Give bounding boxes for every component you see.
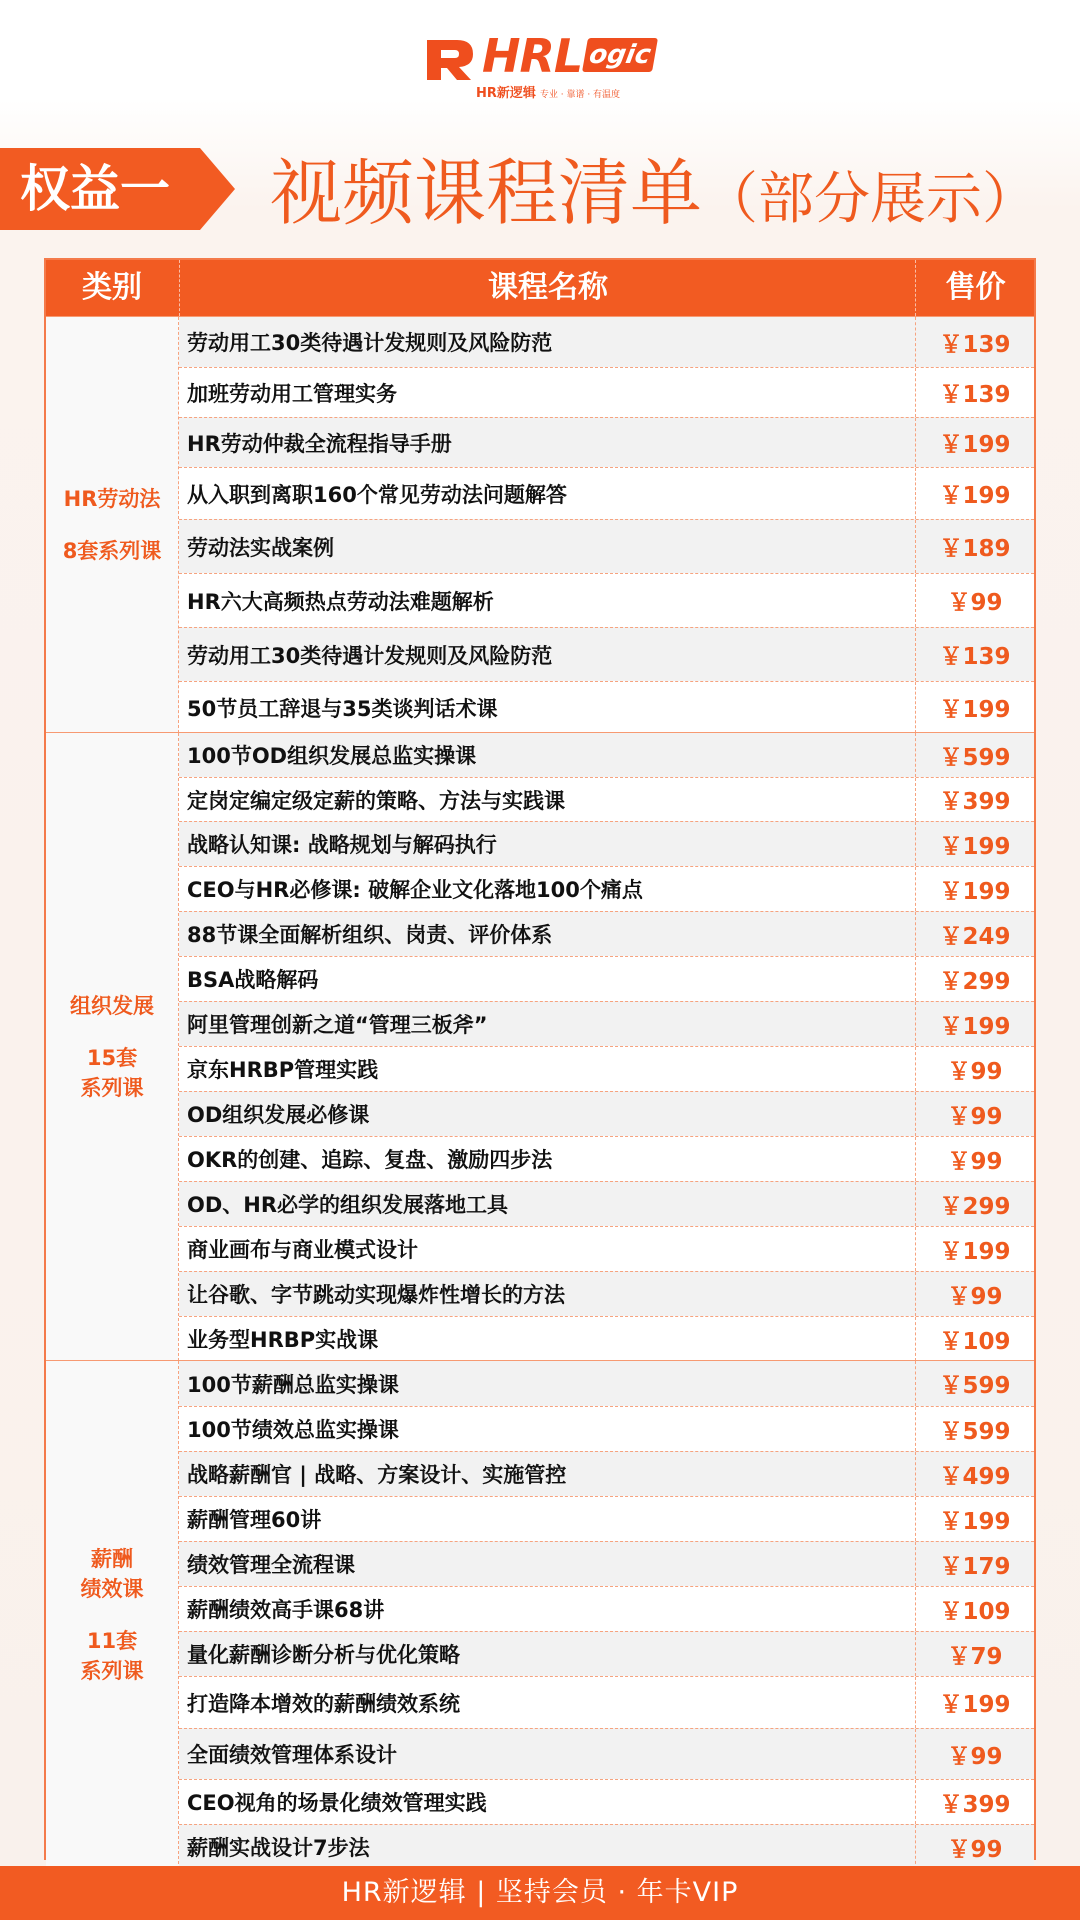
course-name: 战略薪酬官 | 战略、方案设计、实施管控 [187, 1463, 567, 1487]
table-row [179, 777, 1034, 821]
table-row [179, 519, 1034, 573]
course-name: 100节绩效总监实操课 [187, 1418, 399, 1442]
course-price: ￥199 [915, 1677, 1034, 1728]
table-row [179, 681, 1034, 733]
course-price: ￥189 [915, 520, 1034, 573]
course-price: ￥499 [915, 1452, 1034, 1496]
category-label: 组织发展 [70, 994, 154, 1018]
category-group [46, 1360, 1034, 1869]
table-row [179, 1451, 1034, 1496]
table-row [179, 1001, 1034, 1046]
course-name: 加班劳动用工管理实务 [187, 381, 397, 406]
course-price: ￥139 [915, 368, 1034, 417]
course-name: 量化薪酬诊断分析与优化策略 [187, 1643, 460, 1667]
page-title-main: 视频课程清单 [270, 151, 703, 235]
course-price: ￥109 [915, 1587, 1034, 1631]
course-name: 绩效管理全流程课 [187, 1553, 355, 1577]
course-name: 京东HRBP管理实践 [187, 1058, 379, 1082]
course-price: ￥199 [915, 1497, 1034, 1541]
category-label: 绩效课 [80, 1577, 144, 1601]
category-label: 系列课 [80, 1659, 144, 1683]
course-price: ￥179 [915, 1542, 1034, 1586]
table-row [179, 1631, 1034, 1676]
course-name: OD组织发展必修课 [187, 1103, 370, 1127]
course-name: 100节OD组织发展总监实操课 [187, 744, 477, 768]
course-price: ￥99 [915, 1825, 1034, 1869]
course-price: ￥599 [915, 733, 1034, 777]
table-row [179, 1586, 1034, 1631]
logo-tagline: 专业 · 靠谱 · 有温度 [539, 90, 621, 100]
brand-logo [0, 30, 1080, 110]
course-name: 让谷歌、字节跳动实现爆炸性增长的方法 [187, 1283, 565, 1307]
column-header-category: 类别 [82, 270, 142, 305]
course-price: ￥599 [915, 1407, 1034, 1451]
table-row [179, 1541, 1034, 1586]
course-price: ￥99 [915, 1137, 1034, 1181]
course-price: ￥139 [915, 628, 1034, 681]
course-price: ￥199 [915, 1002, 1034, 1046]
table-row [179, 317, 1034, 367]
course-name: CEO视角的场景化绩效管理实践 [187, 1791, 487, 1815]
logo-sub-cn: HR新逻辑 [476, 86, 536, 101]
course-name: OD、HR必学的组织发展落地工具 [187, 1193, 509, 1217]
table-row [179, 911, 1034, 956]
course-price: ￥99 [915, 1092, 1034, 1136]
course-name: 劳动用工30类待遇计发规则及风险防范 [187, 331, 553, 355]
category-group [46, 316, 1034, 733]
course-price: ￥99 [915, 1272, 1034, 1316]
course-price: ￥299 [915, 957, 1034, 1001]
page-title-suffix: （部分展示） [702, 167, 1039, 232]
course-name: HR六大高频热点劳动法难题解析 [187, 589, 494, 614]
course-price: ￥109 [915, 1317, 1034, 1361]
table-row [179, 1728, 1034, 1779]
course-price: ￥199 [915, 867, 1034, 911]
logo-mark-icon [423, 36, 479, 82]
table-row [179, 1271, 1034, 1316]
course-price: ￥199 [915, 468, 1034, 519]
table-row [179, 1361, 1034, 1406]
course-name: 100节薪酬总监实操课 [187, 1372, 399, 1397]
course-name: 劳动法实战案例 [187, 535, 334, 560]
course-price: ￥199 [915, 1227, 1034, 1271]
course-price: ￥199 [915, 682, 1034, 733]
table-row [179, 1136, 1034, 1181]
column-header-price: 售价 [915, 260, 1035, 316]
category-group [46, 732, 1034, 1361]
header-badge-label: 权益一 [20, 160, 170, 218]
logo-subtitle [476, 82, 620, 101]
table-row [179, 1181, 1034, 1226]
course-price: ￥599 [915, 1361, 1034, 1406]
course-price: ￥79 [915, 1632, 1034, 1676]
course-name: 阿里管理创新之道“管理三板斧” [187, 1013, 488, 1037]
category-label: 8套系列课 [62, 539, 162, 563]
table-header [46, 260, 1034, 316]
course-price: ￥199 [915, 822, 1034, 866]
table-row [179, 627, 1034, 681]
course-name: 劳动用工30类待遇计发规则及风险防范 [187, 643, 553, 668]
course-name: BSA战略解码 [187, 968, 319, 992]
course-price: ￥399 [915, 1780, 1034, 1824]
course-name: 战略认知课: 战略规划与解码执行 [187, 833, 497, 857]
table-row [179, 1676, 1034, 1728]
course-price: ￥249 [915, 912, 1034, 956]
course-name: 薪酬绩效高手课68讲 [187, 1598, 385, 1622]
footer-bar: HR新逻辑 | 坚持会员 · 年卡VIP [0, 1866, 1080, 1920]
category-cell [46, 1361, 179, 1869]
course-name: 从入职到离职160个常见劳动法问题解答 [187, 482, 567, 507]
table-row [179, 1824, 1034, 1869]
table-row [179, 1406, 1034, 1451]
category-cell [46, 733, 179, 1361]
course-name: 商业画布与商业模式设计 [187, 1238, 418, 1262]
page-title [270, 148, 1038, 238]
table-row [179, 956, 1034, 1001]
course-price: ￥99 [915, 1047, 1034, 1091]
course-name: 50节员工辞退与35类谈判话术课 [187, 696, 498, 721]
table-row [179, 1779, 1034, 1824]
table-row [179, 1226, 1034, 1271]
course-price: ￥99 [915, 574, 1034, 627]
table-row [179, 1046, 1034, 1091]
course-name: 薪酬管理60讲 [187, 1508, 322, 1532]
course-price: ￥399 [915, 778, 1034, 821]
column-header-course-name: 课程名称 [179, 260, 916, 316]
category-label: 15套 [86, 1046, 138, 1070]
course-name: 全面绩效管理体系设计 [187, 1743, 397, 1767]
course-price: ￥139 [915, 317, 1034, 367]
category-cell [46, 317, 179, 733]
table-row [179, 821, 1034, 866]
course-table [44, 258, 1036, 1863]
course-name: 定岗定编定级定薪的策略、方法与实践课 [187, 788, 565, 813]
course-name: OKR的创建、追踪、复盘、激励四步法 [187, 1148, 553, 1172]
table-row [179, 733, 1034, 777]
course-price: ￥199 [915, 418, 1034, 467]
course-name: HR劳动仲裁全流程指导手册 [187, 431, 452, 456]
category-label: 11套 [86, 1629, 138, 1653]
table-row [179, 1496, 1034, 1541]
category-label: HR劳动法 [63, 487, 161, 511]
course-price: ￥299 [915, 1182, 1034, 1226]
course-name: 88节课全面解析组织、岗责、评价体系 [187, 923, 553, 947]
logo-tm: ogic [582, 38, 658, 72]
course-name: 打造降本增效的薪酬绩效系统 [187, 1691, 460, 1716]
table-row [179, 417, 1034, 467]
table-row [179, 1316, 1034, 1361]
table-row [179, 367, 1034, 417]
course-name: 业务型HRBP实战课 [187, 1328, 379, 1352]
table-row [179, 573, 1034, 627]
table-row [179, 1091, 1034, 1136]
logo-text: HRL [482, 29, 583, 83]
category-label: 系列课 [80, 1076, 144, 1100]
category-label: 薪酬 [91, 1547, 133, 1571]
course-name: CEO与HR必修课: 破解企业文化落地100个痛点 [187, 878, 643, 902]
table-row [179, 866, 1034, 911]
course-name: 薪酬实战设计7步法 [187, 1836, 370, 1860]
table-row [179, 467, 1034, 519]
course-price: ￥99 [915, 1729, 1034, 1779]
